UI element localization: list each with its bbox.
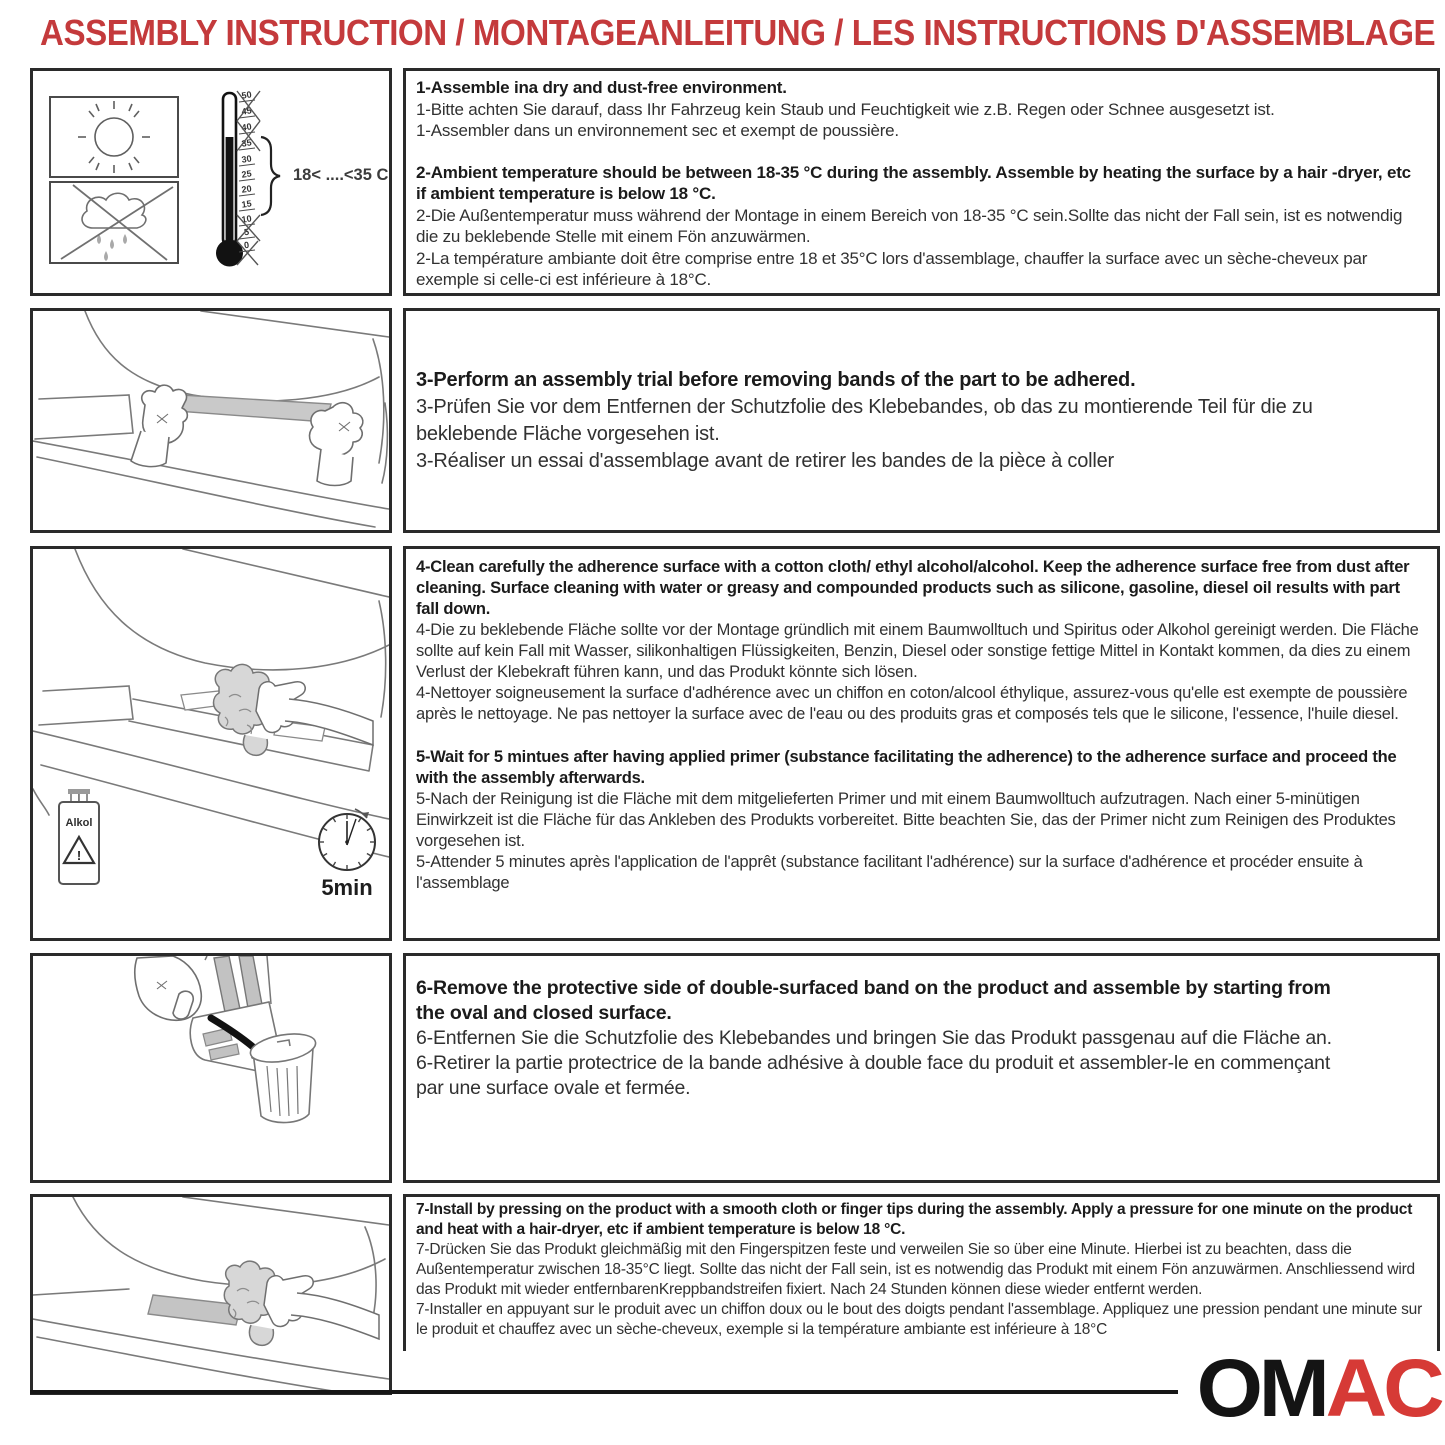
step-6-text-en: 6-Remove the protective side of double-surfaced band on the product and assemble by starting from the oval and closed surface.: [416, 977, 1331, 1024]
thermometer-tick-label: 25: [240, 168, 253, 180]
footer-divider-line: [30, 1390, 1178, 1394]
cleaning-cloth-icon: [33, 549, 389, 938]
step-5-text-en: 5-Wait for 5 mintues after having applied primer (substance facilitating the adherence) to the adherence surface and proceed the with the assembly afterwards.: [416, 748, 1397, 787]
step-1-text-de: 1-Bitte achten Sie darauf, dass Ihr Fahrzeug kein Staub und Feuchtigkeit wie z.B. Regen oder Schnee ausgesetzt ist.: [416, 99, 1275, 119]
thermometer-tick-label: 20: [240, 183, 253, 195]
instruction-step-1: [416, 77, 1425, 142]
step-1-2-illustration-box: [30, 68, 392, 296]
step-2-text-de: 2-Die Außentemperatur muss während der Montage in einem Bereich von 18-35 °C sein.Sollte das nicht der Fall sein, ist es notwendig die zu beklebende Stelle mit einem Fön anzuwärmen.: [416, 205, 1403, 246]
trash-icon: [248, 1029, 318, 1122]
thermometer-tick-label: 50: [240, 89, 253, 101]
step-5-text-de: 5-Nach der Reinigung ist die Fläche mit dem mitgelieferten Primer und mit einem Baumwolltuch aufzutragen. Nach einer 5-minütigen Einwirkzeit ist die Fläche für das Ankleben des Produkts vorbereitet. Bitte beachten Sie, das der Primer nicht zum Reinigen des Produktes vorgesehen ist.: [416, 790, 1396, 850]
warning-exclamation: !: [76, 848, 82, 863]
omac-logo-red-part: AC: [1326, 1343, 1441, 1434]
step-4-5-text-box: [403, 546, 1440, 941]
step-1-2-text-box: [403, 68, 1440, 296]
range-brace: [261, 137, 280, 215]
step-4-5-illustration-box: [30, 546, 392, 941]
environment-conditions-illustration: [33, 71, 389, 293]
thermometer-tick-label: 40: [240, 121, 253, 133]
step-1-text-fr: 1-Assembler dans un environnement sec et exempt de poussière.: [416, 121, 899, 140]
step-7-illustration-box: [30, 1194, 392, 1395]
thermometer-tick-label: 5: [243, 226, 250, 238]
step-2-text-fr: 2-La température ambiante doit être comprise entre 18 et 35°C lors d'assemblage, chauffer la surface avec un sèche-cheveux par exemple si celle-ci est inférieure à 18°C.: [416, 248, 1368, 289]
step-7-text-box: [403, 1194, 1440, 1351]
step-4-text-en: 4-Clean carefully the adherence surface with a cotton cloth/ ethyl alcohol/alcohol. Keep the adherence surface free from dust after cleaning. Surface cleaning with water or greasy and compounded products such as silicone, gasoline, diesel oil results with part fall down.: [416, 558, 1410, 618]
instruction-step-6: [416, 976, 1351, 1101]
instruction-step-7: [416, 1200, 1425, 1340]
instruction-step-4: [416, 557, 1425, 725]
peel-band-trash-icon: [33, 956, 389, 1180]
page-title: ASSEMBLY INSTRUCTION / MONTAGEANLEITUNG / LES INSTRUCTIONS D'ASSEMBLAGE: [40, 12, 1436, 53]
thermometer-tick-label: 10: [240, 213, 253, 225]
step-5-text-fr: 5-Attender 5 minutes après l'application de l'apprêt (substance facilitant l'adhérence) sur la surface d'adhérence et procéder ensuite à l'assemblage: [416, 853, 1363, 892]
omac-logo: [1197, 1343, 1441, 1434]
thermometer-tick-label: 0: [243, 239, 250, 251]
thermometer-icon: [216, 89, 260, 266]
step-7-text-fr: 7-Installer en appuyant sur le produit avec un chiffon doux ou le bout des doigts pendant l'assemblage. Appliquez une pression pendant une minute sur le produit et chauffez avec un sèche-cheveux, exemple si la température ambiante est inférieure à 18°C: [416, 1301, 1423, 1338]
cloth-and-hand: [224, 1261, 379, 1345]
step-3-text-fr: 3-Réaliser un essai d'assemblage avant de retirer les bandes de la pièce à coller: [416, 450, 1115, 472]
step-6-text-box: [403, 953, 1440, 1183]
alcohol-bottle-label: Alkol: [65, 817, 93, 829]
press-product-icon: [33, 1197, 389, 1392]
thermometer-tick-label: 45: [240, 105, 253, 117]
thermometer-tick-label: 35: [240, 137, 253, 149]
step-1-text-en: 1-Assemble ina dry and dust-free environment.: [416, 78, 787, 97]
step-7-text-de: 7-Drücken Sie das Produkt gleichmäßig mit den Fingerspitzen feste und verweilen Sie so über eine Minute. Hierbei ist zu beachten, dass die Außentemperatur zwischen 18-35°C liegt. Sollte das nicht der Fall sein, ist es notwendig das Produkt mit einem Fön anzuwärmen. Anschliessend wird das Produkt mit wieder entfernbarenKreppbandstreifen fixiert. Nach 24 Stunden können diese wieder entfernt werden.: [416, 1241, 1415, 1298]
step-4-text-de: 4-Die zu beklebende Fläche sollte vor der Montage gründlich mit einem Baumwolltuch und Spiritus oder Alkohol gereinigt werden. Die Fläche sollte auf kein Fall mit Wasser, silikonhaltigen Flüssigkeiten, Benzin, Diesel oder sonstige fettige Mittel in Kontakt kommen, da dies zu einem Verlust der Klebekraft führen kann, und das Produkt könnte sich lösen.: [416, 621, 1419, 681]
right-hand: [310, 403, 363, 486]
step-3-text-box: [403, 308, 1440, 533]
clock-icon: [319, 809, 375, 870]
thermometer-tick-label: 30: [240, 153, 253, 165]
step-6-illustration-box: [30, 953, 392, 1183]
omac-logo-black-part: OM: [1197, 1343, 1327, 1434]
instruction-step-2: [416, 162, 1425, 291]
step-7-text-en: 7-Install by pressing on the product with a smooth cloth or finger tips during the assembly. Apply a pressure for one minute on the product and heat with a hair-dryer, etc if ambient temperature is below 18 °C.: [416, 1201, 1413, 1238]
step-2-text-en: 2-Ambient temperature should be between 18-35 °C during the assembly. Assemble by heating the surface by a hair -dryer, etc if ambient temperature is below 18 °C.: [416, 162, 1411, 203]
clock-label: 5min: [321, 875, 373, 900]
step-6-text-de: 6-Entfernen Sie die Schutzfolie des Klebebandes und bringen Sie das Produkt passgenau auf die Fläche an.: [416, 1027, 1332, 1049]
alcohol-bottle-icon: [59, 789, 99, 884]
peeling-hand: [135, 956, 201, 1020]
thermometer-tick-label: 15: [240, 198, 253, 210]
step-6-text-fr: 6-Retirer la partie protectrice de la bande adhésive à double face du produit et assembler-le en commençant par une surface ovale et fermée.: [416, 1052, 1331, 1099]
temperature-range-label: 18< ....<35 C: [293, 166, 389, 184]
step-4-text-fr: 4-Nettoyer soigneusement la surface d'adhérence avec un chiffon en coton/alcool éthylique, assurez-vous qu'elle est exempte de poussière après le nettoyage. Ne pas nettoyer la surface avec de l'eau ou des produits gras et composés tels que le silicone, l'essence, l'huile diesel.: [416, 684, 1408, 723]
step-3-text-en: 3-Perform an assembly trial before removing bands of the part to be adhered.: [416, 369, 1136, 391]
instruction-step-5: [416, 747, 1425, 894]
door-sill-hands-icon: [33, 311, 389, 530]
step-3-illustration-box: [30, 308, 392, 533]
trim-strip: [176, 395, 331, 422]
cloth-and-hand: [214, 664, 374, 755]
step-3-text-de: 3-Prüfen Sie vor dem Entfernen der Schutzfolie des Klebebandes, ob das zu montierende Teil für die zu beklebende Fläche vorgesehen ist.: [416, 396, 1313, 445]
instruction-step-3: [416, 367, 1356, 475]
left-hand: [131, 385, 187, 467]
